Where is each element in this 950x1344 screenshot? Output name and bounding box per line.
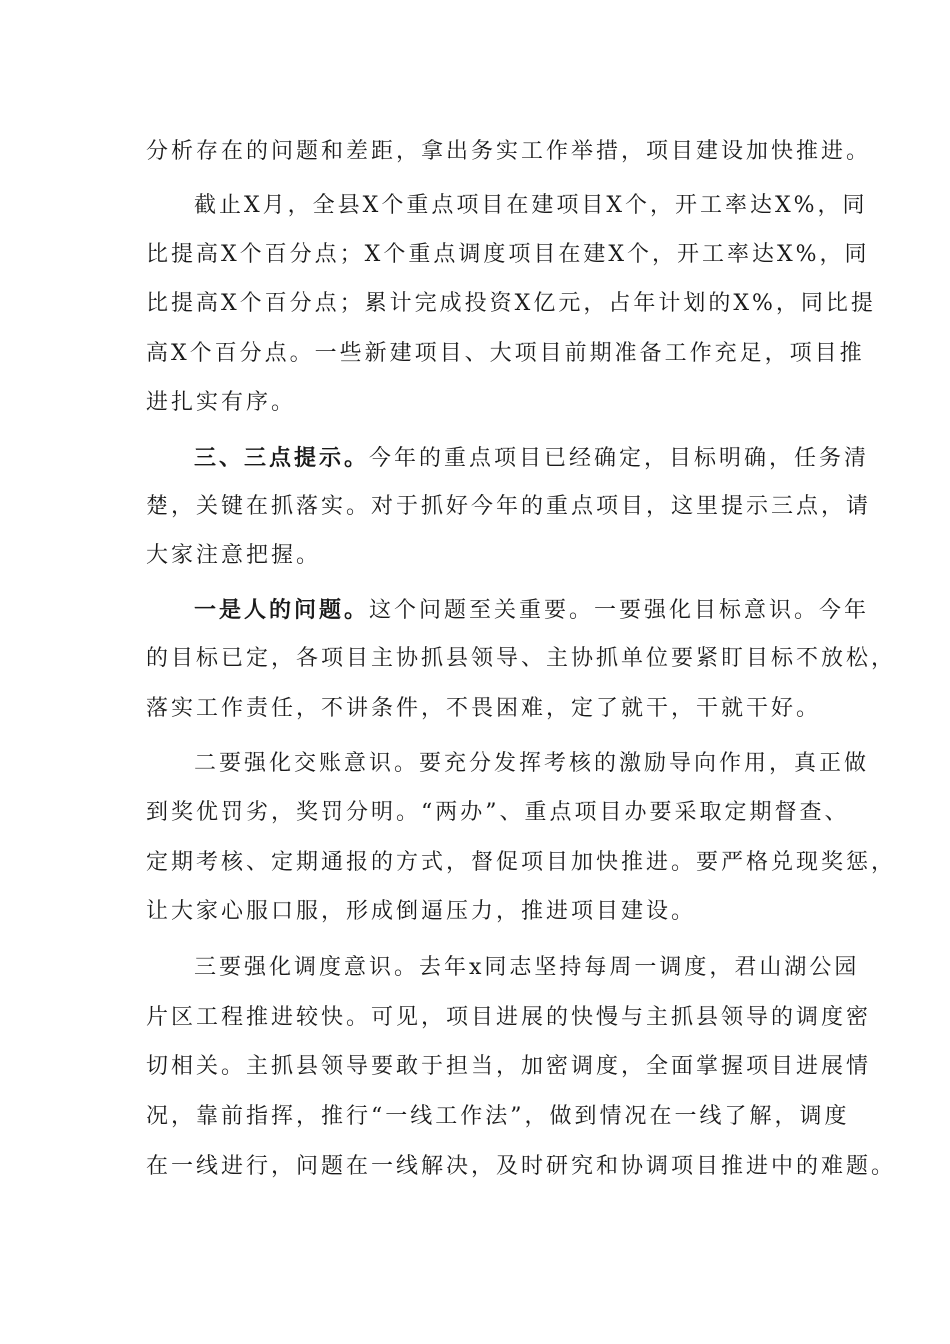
- paragraph-line: 让大家心服口服，形成倒逼压力，推进项目建设。: [146, 899, 697, 924]
- paragraph-line: 二要强化交账意识。要充分发挥考核的激励导向作用，真正做: [194, 751, 870, 776]
- paragraph-line: 切相关。主抓县领导要敢于担当，加密调度，全面掌握项目进展情: [146, 1054, 872, 1079]
- paragraph-line: 的目标已定，各项目主协抓县领导、主协抓单位要紧盯目标不放松，: [146, 646, 897, 671]
- paragraph-line: 比提高X个百分点；累计完成投资X亿元，占年计划的X%，同比提: [146, 291, 876, 316]
- paragraph-line: 片区工程推进较快。可见，项目进展的快慢与主抓县领导的调度密: [146, 1005, 872, 1030]
- paragraph-line: 到奖优罚劣，奖罚分明。“两办”、重点项目办要采取定期督查、: [146, 800, 850, 825]
- paragraph-line: 高X个百分点。一些新建项目、大项目前期准备工作充足，项目推: [146, 341, 865, 366]
- paragraph-text: 这个问题至关重要。一要强化目标意识。今年: [369, 598, 870, 623]
- paragraph-line: 比提高X个百分点；X个重点调度项目在建X个，开工率达X%，同: [146, 242, 870, 267]
- paragraph-text: 今年的重点项目已经确定，目标明确，任务清: [369, 446, 870, 471]
- paragraph-line: [194, 445, 869, 472]
- paragraph-line: [194, 597, 869, 624]
- paragraph-line: 落实工作责任，不讲条件，不畏困难，定了就干，干就干好。: [146, 696, 822, 721]
- paragraph-line: 截止X月，全县X个重点项目在建项目X个，开工率达X%，同: [194, 193, 868, 218]
- paragraph-line: 况，靠前指挥，推行“一线工作法”，做到情况在一线了解，调度: [146, 1104, 850, 1129]
- section-heading: 三、三点提示。: [194, 445, 370, 471]
- paragraph-line: 楚，关键在抓落实。对于抓好今年的重点项目，这里提示三点，请: [146, 494, 872, 519]
- paragraph-line: 三要强化调度意识。去年x同志坚持每周一调度，君山湖公园: [194, 955, 860, 980]
- paragraph-line: 大家注意把握。: [146, 543, 322, 568]
- subsection-heading: 一是人的问题。: [194, 597, 370, 623]
- paragraph-line: 在一线进行，问题在一线解决，及时研究和协调项目推进中的难题。: [146, 1154, 897, 1179]
- paragraph-line: 定期考核、定期通报的方式，督促项目加快推进。要严格兑现奖惩，: [146, 850, 897, 875]
- paragraph-line: 进扎实有序。: [146, 390, 297, 415]
- paragraph-line: 分析存在的问题和差距，拿出务实工作举措，项目建设加快推进。: [146, 139, 872, 164]
